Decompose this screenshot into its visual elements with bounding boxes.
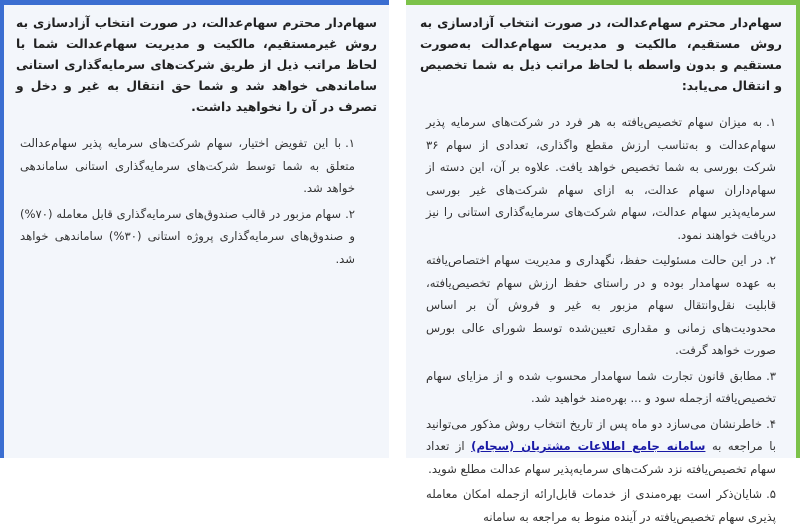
panel-gap xyxy=(389,0,406,458)
indirect-method-list xyxy=(4,118,389,270)
item-text: در این حالت مسئولیت حفظ، نگهداری و مدیریت سهام اختصاص‌یافته به عهده سهامدار بوده و در راستای حفظ ارزش سهام تخصیص‌یافته، قابلیت نقل‌وانتقال سهام مزبور به غیر و فروش آن بر اساس محدودیت‌های زمانی و مقداری تعیین‌شده توسط شورای عالی بورس صورت خواهد گرفت. xyxy=(426,253,776,357)
item-number: ۲. xyxy=(345,206,355,221)
direct-method-intro: سهام‌دار محترم سهام‌عدالت، در صورت انتخاب آزادسازی به روش مستقیم، مالکیت و مدیریت سهام‌عدالت به‌صورت مستقیم و بدون واسطه با لحاظ مراتب ذیل به شما تخصیص و انتقال می‌یابد: xyxy=(420,16,782,93)
list-item xyxy=(426,249,776,362)
list-item xyxy=(20,203,355,271)
list-item xyxy=(426,365,776,410)
item-number: ۲. xyxy=(766,253,776,267)
list-item xyxy=(20,132,355,200)
list-item xyxy=(426,483,776,528)
item-number: ۳. xyxy=(766,368,776,383)
item-text: به میزان سهام تخصیص‌یافته به هر فرد در شرکت‌های سرمایه پذیر سهام‌عدالت و به‌تناسب ارزش مقطع واگذاری، تعدادی از سهام ۳۶ شرکت بورسی به شما تخصیص خواهد یافت. علاوه بر آن، این دسته از سهام‌داران سهام عدالت، به ازای سهام شرکت‌های غیر بورسی سرمایه‌پذیر سهام عدالت، سهام شرکت‌های سرمایه‌گذاری استانی را نیز دریافت خواهند نمود. xyxy=(426,115,776,242)
indirect-method-intro: سهام‌دار محترم سهام‌عدالت، در صورت انتخاب آزادسازی به روش غیرمستقیم، مالکیت و مدیریت سهام‌عدالت شما با لحاظ مراتب ذیل از طریق شرکت‌های سرمایه‌گذاری استانی ساماندهی خواهد شد و شما حق انتقال به غیر و دخل و تصرف در آن را نخواهید داشت. xyxy=(16,16,377,114)
item-text: سهام مزبور در قالب صندوق‌های سرمایه‌گذاری قابل معامله (۷۰%) و صندوق‌های سرمایه‌گذاری پروژه استانی (۳۰%) ساماندهی خواهد شد. xyxy=(20,206,355,266)
item-number: ۱. xyxy=(766,115,776,129)
item-text: با این تفویض اختیار، سهام شرکت‌های سرمایه پذیر سهام‌عدالت متعلق به شما توسط شرکت‌های سرمایه‌گذاری استانی ساماندهی خواهد شد. xyxy=(20,136,355,195)
direct-method-list xyxy=(406,97,796,528)
list-item xyxy=(426,111,776,246)
item-number: ۱. xyxy=(345,136,355,150)
item-text: خاطرنشان می‌سازد دو ماه پس از تاریخ انتخاب روش مذکور می‌توانید با مراجعه به xyxy=(426,416,776,453)
item-number: ۴. xyxy=(766,416,776,431)
item-text: شایان‌ذکر است بهره‌مندی از خدمات قابل‌ارائه ازجمله امکان معامله پذیری سهام تخصیص‌یافته در آینده منوط به مراجعه به سامانه xyxy=(426,487,776,524)
item-number: ۵. xyxy=(766,487,776,501)
sejam-link[interactable]: سامانه جامع اطلاعات مشتریان (سجام) xyxy=(471,439,706,453)
list-item xyxy=(426,413,776,481)
direct-method-panel xyxy=(406,0,800,524)
indirect-method-panel xyxy=(0,0,389,458)
item-text: از تعداد سهام تخصیص‌یافته نزد شرکت‌های سرمایه‌پذیر سهام عدالت مطلع شوید. xyxy=(426,439,776,476)
item-text: مطابق قانون تجارت شما سهامدار محسوب شده و از مزایای سهام تخصیص‌یافته ازجمله سود و ... بهره‌مند خواهید شد. xyxy=(426,368,776,405)
